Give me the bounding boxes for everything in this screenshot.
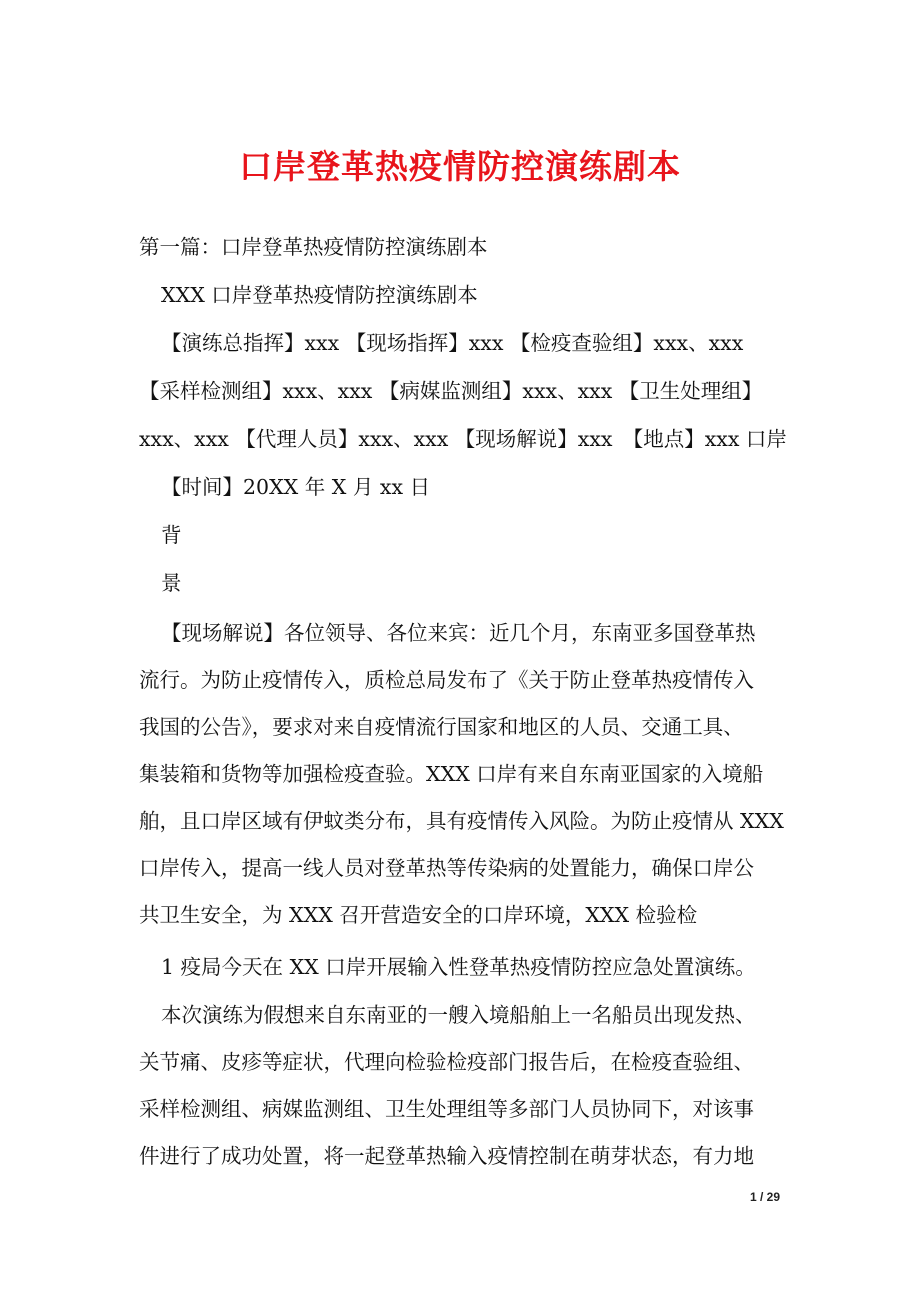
text-line: 我国的公告》，要求对来自疫情流行国家和地区的人员、交通工具、 — [139, 715, 744, 739]
text-line: 舶，且口岸区域有伊蚊类分布，具有疫情传入风险。为防止疫情从 XXX — [139, 809, 784, 833]
text-line: 口岸传入，提高一线人员对登革热等传染病的处置能力，确保口岸公 — [139, 856, 754, 880]
text-line: 共卫生安全，为 XXX 召开营造安全的口岸环境，XXX 检验检 — [139, 903, 698, 927]
text-line: 1 疫局今天在 XX 口岸开展输入性登革热疫情防控应急处置演练。 — [161, 955, 756, 979]
text-line: 本次演练为假想来自东南亚的一艘入境船舶上一名船员出现发热、 — [161, 1003, 756, 1027]
text-line: 集装箱和货物等加强检疫查验。XXX 口岸有来自东南亚国家的入境船 — [139, 762, 764, 786]
text-line: 【时间】20XX 年 X 月 xx 日 — [161, 475, 431, 499]
text-line: 【现场解说】各位领导、各位来宾：近几个月，东南亚多国登革热 — [161, 621, 756, 645]
text-line: 第一篇：口岸登革热疫情防控演练剧本 — [139, 235, 488, 259]
text-line: 【采样检测组】xxx、xxx 【病媒监测组】xxx、xxx 【卫生处理组】 — [139, 379, 763, 403]
document-title: 口岸登革热疫情防控演练剧本 — [239, 147, 681, 186]
text-line: 采样检测组、病媒监测组、卫生处理组等多部门人员协同下，对该事 — [139, 1097, 754, 1121]
text-line: 流行。为防止疫情传入，质检总局发布了《关于防止登革热疫情传入 — [139, 668, 754, 692]
text-line: 【演练总指挥】xxx 【现场指挥】xxx 【检疫查验组】xxx、xxx — [161, 331, 744, 355]
text-line: 件进行了成功处置，将一起登革热输入疫情控制在萌芽状态，有力地 — [139, 1144, 754, 1168]
text-line: 景 — [161, 571, 182, 595]
page-number: 1 / 29 — [749, 1190, 780, 1204]
text-line: xxx、xxx 【代理人员】xxx、xxx 【现场解说】xxx 【地点】xxx 口岸 — [139, 427, 787, 451]
text-line: 背 — [161, 523, 182, 547]
text-line: XXX 口岸登革热疫情防控演练剧本 — [161, 283, 478, 307]
text-line: 关节痛、皮疹等症状，代理向检验检疫部门报告后，在检疫查验组、 — [139, 1050, 754, 1074]
